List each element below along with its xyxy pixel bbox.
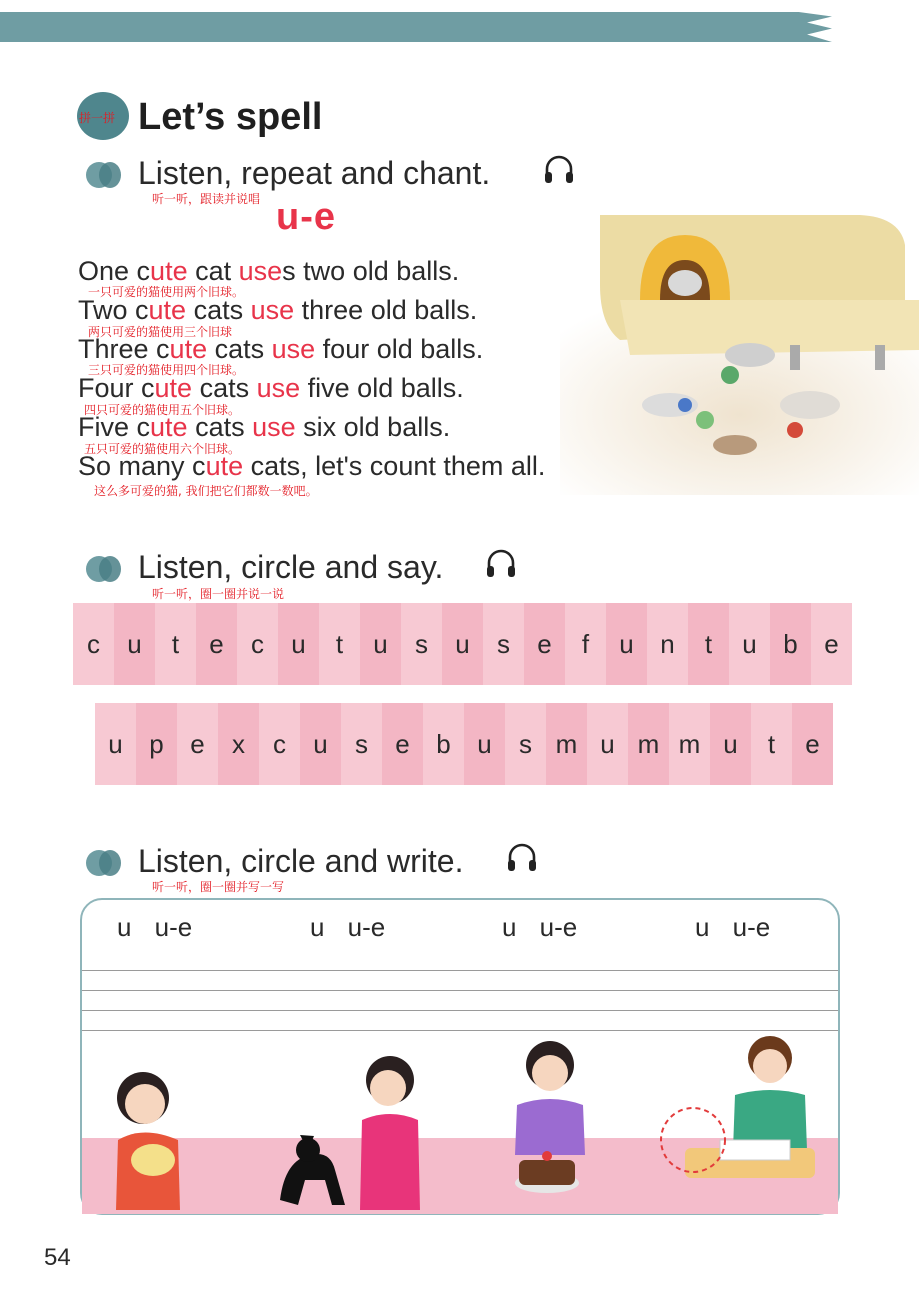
letter-tile[interactable]: b [423, 703, 464, 785]
letter-tile[interactable]: b [770, 603, 811, 685]
bullet-icon [86, 556, 122, 582]
letter-tile[interactable]: m [628, 703, 669, 785]
girl-with-cat-image [270, 1050, 430, 1210]
part2-translation: 听一听，圈一圈并说一说 [152, 587, 285, 601]
part3-heading: Listen, circle and write. [138, 843, 464, 879]
highlighted-letters: ute [148, 295, 187, 325]
letter-tile[interactable]: u [710, 703, 751, 785]
letter-tile[interactable]: t [319, 603, 360, 685]
letter-strip-2 [95, 703, 833, 785]
letter-tile[interactable]: u [114, 603, 155, 685]
highlighted-letters: ute [205, 451, 244, 481]
chant-text: cats [207, 334, 272, 364]
letter-tile[interactable]: s [483, 603, 524, 685]
chant-text: five old balls. [300, 373, 464, 403]
girl-with-cake-image [495, 1035, 605, 1200]
letter-tile[interactable]: t [155, 603, 196, 685]
chant-text: cats, let's count them all. [243, 451, 546, 481]
chant-text: One c [78, 256, 151, 286]
spelling-pattern: u-e [276, 196, 336, 238]
chant-translation: 三只可爱的猫使用四个旧球。 [88, 363, 245, 377]
section-badge-label: 拼一拼 [79, 111, 116, 125]
highlighted-letters: use [250, 295, 295, 325]
writing-line[interactable] [82, 1010, 838, 1011]
chant-text: six old balls. [295, 412, 451, 442]
headphone-icon[interactable] [542, 153, 576, 187]
chant-text: Three c [78, 334, 170, 364]
chant-translation: 四只可爱的猫使用五个旧球。 [84, 403, 241, 417]
letter-tile[interactable]: e [177, 703, 218, 785]
letter-tile[interactable]: e [811, 603, 852, 685]
part1-translation: 听一听，跟读并说唱 [152, 192, 261, 206]
choice-1[interactable]: u u-e [117, 912, 193, 942]
letter-tile[interactable]: c [259, 703, 300, 785]
chant-text: cats [186, 295, 251, 325]
highlighted-letters: use [252, 412, 296, 442]
part1-heading: Listen, repeat and chant. [138, 155, 491, 191]
headphone-icon[interactable] [484, 547, 518, 581]
letter-tile[interactable]: u [278, 603, 319, 685]
chant-text: four old balls. [315, 334, 484, 364]
writing-line[interactable] [82, 970, 838, 971]
chant-text: Five c [78, 412, 151, 442]
letter-tile[interactable]: s [401, 603, 442, 685]
boy-writing-image [655, 1030, 835, 1190]
letter-tile[interactable]: e [524, 603, 565, 685]
chant-text: three old balls. [294, 295, 478, 325]
cats-illustration [560, 205, 919, 495]
highlighted-letters: ute [150, 256, 188, 286]
letter-tile[interactable]: t [688, 603, 729, 685]
page-title: Let’s spell [138, 96, 323, 138]
writing-line[interactable] [82, 990, 838, 991]
chant-translation: 两只可爱的猫使用三个旧球 [88, 325, 233, 339]
chant-text: cat [187, 256, 239, 286]
letter-tile[interactable]: u [300, 703, 341, 785]
chant-text: cats [187, 412, 253, 442]
letter-tile[interactable]: u [464, 703, 505, 785]
chant-text: s two old balls. [282, 256, 460, 286]
choice-3[interactable]: u u-e [502, 912, 578, 942]
girl-with-duck-image [98, 1060, 198, 1210]
choice-2[interactable]: u u-e [310, 912, 386, 942]
letter-strip-1 [73, 603, 852, 685]
highlighted-letters: ute [150, 412, 188, 442]
letter-tile[interactable]: u [442, 603, 483, 685]
headphone-icon[interactable] [505, 841, 539, 875]
chant-translation: 这么多可爱的猫, 我们把它们都数一数吧。 [94, 484, 318, 498]
choice-4[interactable]: u u-e [695, 912, 771, 942]
letter-tile[interactable]: t [751, 703, 792, 785]
part3-translation: 听一听，圈一圈并写一写 [152, 880, 285, 894]
letter-tile[interactable]: e [382, 703, 423, 785]
letter-tile[interactable]: n [647, 603, 688, 685]
letter-tile[interactable]: x [218, 703, 259, 785]
letter-tile[interactable]: m [669, 703, 710, 785]
letter-tile[interactable]: s [341, 703, 382, 785]
chant-text: cats [192, 373, 257, 403]
letter-tile[interactable]: u [729, 603, 770, 685]
highlighted-letters: ute [154, 373, 193, 403]
letter-tile[interactable]: c [73, 603, 114, 685]
chant-translation: 五只可爱的猫使用六个旧球。 [84, 442, 241, 456]
letter-tile[interactable]: e [792, 703, 833, 785]
letter-tile[interactable]: e [196, 603, 237, 685]
page-number: 54 [44, 1244, 71, 1271]
letter-tile[interactable]: u [587, 703, 628, 785]
chant-line [78, 373, 464, 404]
letter-tile[interactable]: u [360, 603, 401, 685]
bullet-icon [86, 850, 122, 876]
letter-tile[interactable]: m [546, 703, 587, 785]
chant-line [78, 451, 545, 482]
letter-tile[interactable]: c [237, 603, 278, 685]
highlighted-letters: ute [169, 334, 208, 364]
highlighted-letters: use [238, 256, 283, 286]
chant-line [78, 295, 477, 326]
letter-tile[interactable]: p [136, 703, 177, 785]
highlighted-letters: use [256, 373, 301, 403]
bullet-icon [86, 162, 122, 188]
letter-tile[interactable]: s [505, 703, 546, 785]
part2-heading: Listen, circle and say. [138, 549, 444, 585]
letter-tile[interactable]: u [95, 703, 136, 785]
top-banner [0, 12, 832, 42]
chant-line [78, 412, 450, 443]
chant-translation: 一只可爱的猫使用两个旧球。 [88, 285, 245, 299]
letter-tile[interactable]: u [606, 603, 647, 685]
chant-text: Four c [78, 373, 155, 403]
letter-tile[interactable]: f [565, 603, 606, 685]
chant-text: So many c [78, 451, 206, 481]
chant-text: Two c [78, 295, 149, 325]
highlighted-letters: use [271, 334, 316, 364]
